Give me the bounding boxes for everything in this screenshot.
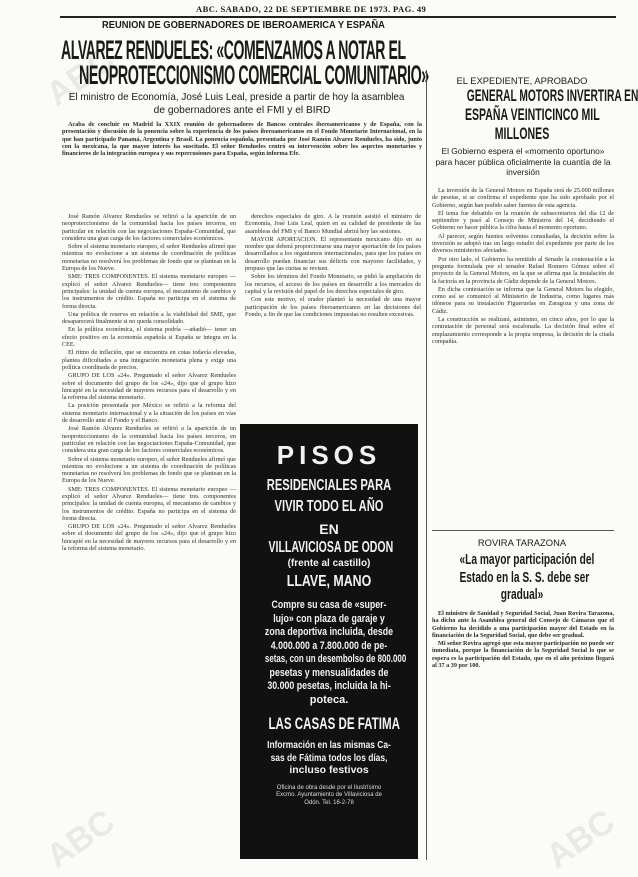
rovira-headline-2: Estado en la S. S. debe ser xyxy=(459,568,590,586)
ad-key-line: LLAVE, MANO xyxy=(286,573,372,590)
paragraph: La inversión de la General Motors en España será de 25.000 millones de pesetas, si se confirma el expediente que ha sido aprobado por el Gobierno, según han podido saber fuentes de esta agencia. xyxy=(432,187,614,209)
ad-offer-line: 30.000 pesetas, incluida la hi- xyxy=(267,680,391,692)
ad-info-line: sas de Fátima todos los días, xyxy=(270,751,388,764)
paragraph: Con este motivo, el orador planteó la necesidad de una mayor participación de los países iberoamericanos en las decisiones del Fondo, a fin de que las condiciones impuestas no resulten excesivas. xyxy=(245,296,421,318)
paragraph: MAYOR APORTACION. El representante mexicano dijo en su nombre que deberá proporcionarse una mayor aportación de los países desarrollados a los organismos internacionales, para que los países en desarrollo puedan financiar sus déficits con mayores facilidades, y propuso que las cuotas se revisen. xyxy=(245,235,421,273)
abc-watermark: ABC xyxy=(539,802,622,876)
gm-headline-1: GENERAL MOTORS INVERTIRA EN xyxy=(466,86,638,105)
left-lead xyxy=(62,121,422,211)
paragraph: En dicha contestación se informa que la General Motors ha elegido, como así se comunicó al Ministerio de Industria, como lugares más idóneos para su instalación Figueruelas en Zaragoza y una zona de Cádiz. xyxy=(432,285,614,315)
gm-deck: El Gobierno espera el «momento oportuno» para hacer pública oficialmente la cuantía de la inversión xyxy=(435,146,611,178)
ad-offer-line: 4.000.000 a 7.800.000 de pe- xyxy=(270,639,388,652)
paragraph: GRUPO DE LOS «24». Preguntado el señor Alvarez Rendueles sobre el documento del grupo de los «24», dijo que el grupo hizo hincapié en la necesidad de mayores recursos para el desarrollo y en la reforma del sistema monetario. xyxy=(62,523,236,553)
paragraph: SME: TRES COMPONENTES. El sistema monetario europeo —explicó el señor Alvarez Rendueles— tiene tres componentes principales: la unidad de cuenta europea, el mecanismo de cambios y los instrumentos de crédito. España no participa en el sistema de forma directa. xyxy=(62,485,236,522)
paragraph: Mi señor Rovira agregó que esta mayor participación no puede ser inmediata, porque la financiación de la Seguridad Social lo que se espera es la participación del Estado, que en el año próximo llegará al 37 a 39 por 100. xyxy=(432,640,614,670)
section-divider xyxy=(432,530,614,531)
left-headline-1: ALVAREZ RENDUELES: «COMENZAMOS A NOTAR EL xyxy=(61,35,406,65)
ad-footer xyxy=(240,785,418,808)
ad-brand: LAS CASAS DE FATIMA xyxy=(268,714,400,733)
ad-info xyxy=(240,739,418,777)
paragraph: Al parecer, según fuentes solventes consultadas, la decisión sobre la inversión se adoptó tras un largo estudio del expediente por parte de los diversos ministerios afectados. xyxy=(432,232,614,255)
paragraph: La posición presentada por México se refirió a la reforma del sistema monetario internacional y a la situación de los países en vías de desarrollo ante el Fondo y el Banco. xyxy=(62,402,236,425)
ad-info-line: Información en las mismas Ca- xyxy=(267,739,391,751)
gm-headline-block xyxy=(430,86,638,143)
paragraph: SME: TRES COMPONENTES. El sistema monetario europeo —explicó el señor Alvarez Rendueles— tiene tres componentes principales: la unidad de cuenta europea, el mecanismo de cambios y los instrumentos de crédito. España no participa en el sistema de forma directa. xyxy=(62,273,236,310)
ad-offer-line: zona deportiva incluida, desde xyxy=(264,626,394,638)
ad-footer-line: Oficina de obra desde por el Ilustrísimo xyxy=(276,784,382,791)
paragraph: El ritmo de inflación, que se encuentra en cotas todavía elevadas, plantea dificultades a una integración monetaria plena y exige una política coordinada de precios. xyxy=(62,349,236,371)
ad-offer-line: Compre su casa de «super- xyxy=(271,599,387,611)
paragraph: José Ramón Alvarez Rendueles se refirió a la aparición de un neoproteccionismo de la comunidad hacia los países terceros, en particular en relación con las negociaciones España-Comunidad, que considera una gran carga de los factores comerciales económicos. xyxy=(62,213,236,242)
ad-title: PISOS xyxy=(276,440,382,470)
paragraph: En la política económica, el sistema podría —añadió— tener un efecto positivo en la economía española si España se integra en la CEE. xyxy=(62,326,236,349)
ad-offer-line: pesetas y mensualidades de xyxy=(269,666,389,679)
left-deck-2: de gobernadores ante el FMI y el BIRD xyxy=(153,105,331,116)
ad-info-line: incluso festivos xyxy=(289,764,369,776)
ad-place-label: EN xyxy=(319,521,339,537)
left-kicker: REUNION DE GOBERNADORES DE IBEROAMERICA Y ESPAÑA xyxy=(102,20,385,31)
rovira-kicker: ROVIRA TARAZONA xyxy=(477,537,567,548)
ad-offer-line: lujo» con plaza de garaje y xyxy=(273,612,385,625)
ad-offer-line: setas, con un desembolso de 800.000 xyxy=(264,653,407,665)
paragraph: Una política de reserva en relación a la viabilidad del SME, que desaparecerá finalmente si no queda consolidado. xyxy=(62,310,236,326)
ad-offer xyxy=(240,599,418,707)
paragraph: Sobre el sistema monetario europeo, el señor Rendueles afirmó que mientras no evolucione a un sistema de coordinación de políticas monetarias no resolverá los problemas de fondo que se plantean en la Europa de los Nueve. xyxy=(62,243,236,273)
paragraph: José Ramón Alvarez Rendueles se refirió a la aparición de un neoproteccionismo de la comunidad hacia los países terceros, en particular en relación con las negociaciones España-Comunidad, que considera una gran carga de los factores comerciales económicos. xyxy=(62,425,236,455)
ad-place: VILLAVICIOSA DE ODON xyxy=(268,539,394,556)
header-line: ABC. SABADO, 22 DE SEPTIEMBRE DE 1973. PAG. 49 xyxy=(196,4,427,14)
paragraph: Por otro lado, el Gobierno ha remitido al Senado la contestación a la pregunta formulada por el senador Rafael Romero Gómez sobre el proyecto de la General Motors, en la que se afirma que la instalación de la factoría en la provincia de Cádiz depende de la General Motors. xyxy=(432,255,614,285)
left-headline-2: NEOPROTECCIONISMO COMERCIAL COMUNITARIO» xyxy=(79,60,429,90)
page-header xyxy=(0,4,620,16)
rovira-body xyxy=(432,610,614,860)
real-estate-ad xyxy=(240,424,418,859)
ad-line-2: VIVIR TODO EL AÑO xyxy=(274,498,384,515)
paragraph: GRUPO DE LOS «24». Preguntado el señor Alvarez Rendueles sobre el documento del grupo de los «24», dijo que el grupo hizo hincapié en la necesidad de mayores recursos para el desarrollo y en la reforma del sistema monetario. xyxy=(62,372,236,402)
paragraph: El ministro de Sanidad y Seguridad Social, Juan Rovira Tarazona, ha dicho ante la Asamblea general del Consejo de Cámaras que el Gobierno ha decidido a una participación mayor del Estado en la financiación de la Seguridad Social, que debe ser gradual. xyxy=(432,610,614,639)
ad-place-note: (frente al castillo) xyxy=(287,558,371,569)
gm-kicker: EL EXPEDIENTE, APROBADO xyxy=(456,75,588,86)
rovira-headline-3: gradual» xyxy=(500,586,544,603)
ad-offer-line: poteca. xyxy=(309,693,349,706)
paragraph: derechos especiales de giro. A la reunión asistió el ministro de Economía, José Luis Leal, quien en su calidad de presidente de las asambleas del FMI y el Banco Mundial abrirá hoy las sesiones. xyxy=(245,213,421,235)
header-rule xyxy=(60,16,616,18)
left-column-1 xyxy=(62,213,236,860)
abc-watermark: ABC xyxy=(39,40,122,114)
rovira-headline-block xyxy=(430,551,614,604)
paragraph: Sobre el sistema monetario europeo, el señor Rendueles afirmó que mientras no evolucione a un sistema de coordinación de políticas monetarias no resolverá los problemas de fondo que se plantean en la Europa de los Nueve. xyxy=(62,455,236,485)
rovira-headline-1: «La mayor participación del xyxy=(459,551,595,568)
column-divider xyxy=(426,70,427,860)
paragraph: La construcción se realizará, asimismo, en cinco años, por lo que la contratación de personal será escalonada. La decisión final sobre el emplazamiento corresponde a la propia empresa, la decisión de la citada compañía. xyxy=(432,316,614,345)
ad-line-1: RESIDENCIALES PARA xyxy=(266,477,392,494)
gm-headline-3: MILLONES xyxy=(494,124,550,143)
left-column-2 xyxy=(245,213,421,418)
paragraph: El tema fue debatido en la reunión de subsecretarios del día 12 de septiembre y pasó al Consejo de Ministros del 14, decidiendo el Gobierno no hacer pública la cifra hasta el momento oportuno. xyxy=(432,209,614,232)
paragraph: Sobre los términos del Fondo Monetario, se pidió la ampliación de los recursos, el acceso de los países en desarrollo a los mercados de capital y la revisión del papel de los derechos especiales de giro. xyxy=(245,273,421,295)
abc-watermark: ABC xyxy=(39,802,122,876)
left-deck-1: El ministro de Economía, José Luis Leal, preside a partir de hoy la asamblea xyxy=(68,92,405,103)
ad-footer-line: Excmo. Ayuntamiento de Villaviciosa de xyxy=(276,792,382,798)
ad-footer-line: Odón. Tel. 16-2-78 xyxy=(304,799,354,806)
gm-headline-2: ESPAÑA VEINTICINCO MIL xyxy=(464,105,600,124)
lead-paragraph: Acaba de concluir en Madrid la XXIX reunión de gobernadores de Bancos centrales iberoamericanos y de España, con la presentación y discusión de la ponencia sobre la experiencia de los países iberoamericanos en el Fondo Monetario Internacional, en la que han participado Panamá, Argentina y Brasil. La ponencia española, presentada por José Ramón Alvarez Rendueles, ha sido, junto con la mexicana, la que mayor interés ha suscitado. El señor Rendueles centró su intervención sobre los aspectos monetarios y financieros de la integración europea y sus repercusiones para España, según informa Efe. xyxy=(62,121,422,158)
ad-content xyxy=(240,424,418,807)
gm-body xyxy=(432,187,614,527)
